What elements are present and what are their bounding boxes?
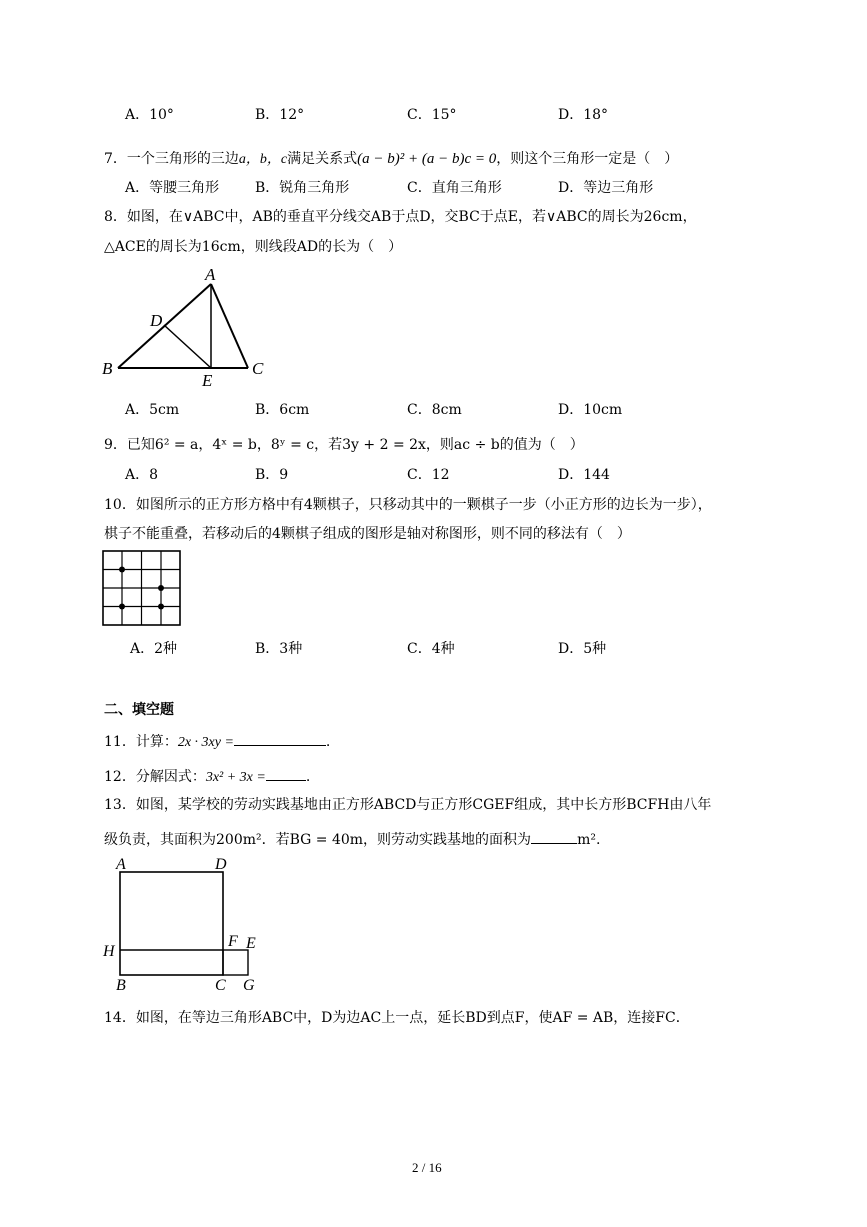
q13-line-1: 13．如图，某学校的劳动实践基地由正方形ABCD与正方形CGEF组成，其中长方形BCFH由八年 xyxy=(104,797,712,813)
q8-option-a: A．5cm xyxy=(125,402,180,418)
q13-unit: m². xyxy=(577,832,601,848)
q10-option-c: C．4种 xyxy=(407,641,455,657)
q7-text-1: 7．一个三角形的三边 xyxy=(104,151,239,167)
q7-option-c: C．直角三角形 xyxy=(407,180,502,196)
q11-expression: 2x · 3xy = xyxy=(177,735,234,750)
q8-label-b: B xyxy=(102,359,113,378)
q13-figure xyxy=(100,852,265,995)
question-12 xyxy=(104,766,310,786)
chess-piece xyxy=(158,604,164,610)
q8-option-b: B．6cm xyxy=(255,402,310,418)
q8-label-a: A xyxy=(205,265,216,284)
question-14: 14．如图，在等边三角形ABC中，D为边AC上一点，延长BD到点F，使AF = AB，连接FC． xyxy=(104,1010,690,1026)
q13-label-a: A xyxy=(116,856,126,873)
q13-line-2-text: 级负责，其面积为200m²．若BG = 40m，则劳动实践基地的面积为 xyxy=(104,832,532,848)
q13-label-g: G xyxy=(243,977,255,994)
chess-piece xyxy=(158,585,164,591)
q9-option-a: A．8 xyxy=(125,467,159,483)
q8-label-d: D xyxy=(150,311,163,330)
q10-line-2: 棋子不能重叠，若移动后的4颗棋子组成的图形是轴对称图形，则不同的移法有（ ） xyxy=(104,526,631,542)
q13-label-b: B xyxy=(116,977,126,994)
q11-text: 11．计算： xyxy=(104,734,178,750)
q11-end: . xyxy=(325,734,331,750)
q9-option-d: D．144 xyxy=(558,467,610,483)
q8-label-c: C xyxy=(252,359,264,378)
q7-text-2: 满足关系式 xyxy=(287,151,358,167)
q10-line-1: 10．如图所示的正方形方格中有4颗棋子，只移动其中的一颗棋子一步（小正方形的边长为一步）， xyxy=(104,497,712,513)
q13-answer-blank[interactable] xyxy=(531,829,577,844)
q10-option-a: A．2种 xyxy=(130,641,178,657)
q13-label-h: H xyxy=(103,943,115,960)
q6-option-a: A．10° xyxy=(125,107,174,123)
chess-piece xyxy=(119,567,125,573)
q12-text: 12．分解因式： xyxy=(104,769,206,785)
q8-line-1: 8．如图，在∨ABC中，AB的垂直平分线交AB于点D，交BC于点E，若∨ABC的周长为26cm， xyxy=(104,209,697,225)
q7-option-d: D．等边三角形 xyxy=(558,180,654,196)
q6-option-d: D．18° xyxy=(558,107,609,123)
q8-label-e: E xyxy=(202,371,213,390)
question-9: 9．已知6² = a，4ˣ = b，8ʸ = c，若3y + 2 = 2x，则ac ÷ b的值为（ ） xyxy=(104,437,584,453)
q6-option-b: B．12° xyxy=(255,107,305,123)
page-number: 2 / 16 xyxy=(412,1160,442,1175)
question-11 xyxy=(104,731,330,751)
q10-option-b: B．3种 xyxy=(255,641,303,657)
question-7 xyxy=(104,148,678,168)
q12-end: . xyxy=(305,769,311,785)
q8-triangle-figure xyxy=(98,262,268,390)
q7-vars: a，b，c xyxy=(238,152,288,167)
q7-option-b: B．锐角三角形 xyxy=(255,180,350,196)
q13-label-c: C xyxy=(215,977,226,994)
q8-option-c: C．8cm xyxy=(407,402,462,418)
q7-text-3: ，则这个三角形一定是（ ） xyxy=(496,151,679,167)
q9-option-b: B．9 xyxy=(255,467,289,483)
q13-label-e: E xyxy=(246,935,256,952)
chess-piece xyxy=(119,604,125,610)
q13-label-d: D xyxy=(215,856,227,873)
q13-label-f: F xyxy=(228,933,238,950)
q9-option-c: C．12 xyxy=(407,467,450,483)
q13-line-2 xyxy=(104,829,600,849)
q8-line-2: △ACE的周长为16cm，则线段AD的长为（ ） xyxy=(104,239,403,255)
q7-formula: (a − b)² + (a − b)c = 0 xyxy=(357,151,497,167)
q6-option-c: C．15° xyxy=(407,107,457,123)
q7-option-a: A．等腰三角形 xyxy=(125,180,220,196)
q12-answer-blank[interactable] xyxy=(266,766,306,781)
section-title: 二、填空题 xyxy=(104,702,174,718)
q10-option-d: D．5种 xyxy=(558,641,607,657)
q11-answer-blank[interactable] xyxy=(234,731,326,746)
q12-expression: 3x² + 3x = xyxy=(205,770,266,785)
q8-option-d: D．10cm xyxy=(558,402,623,418)
q10-grid-figure xyxy=(102,550,182,628)
